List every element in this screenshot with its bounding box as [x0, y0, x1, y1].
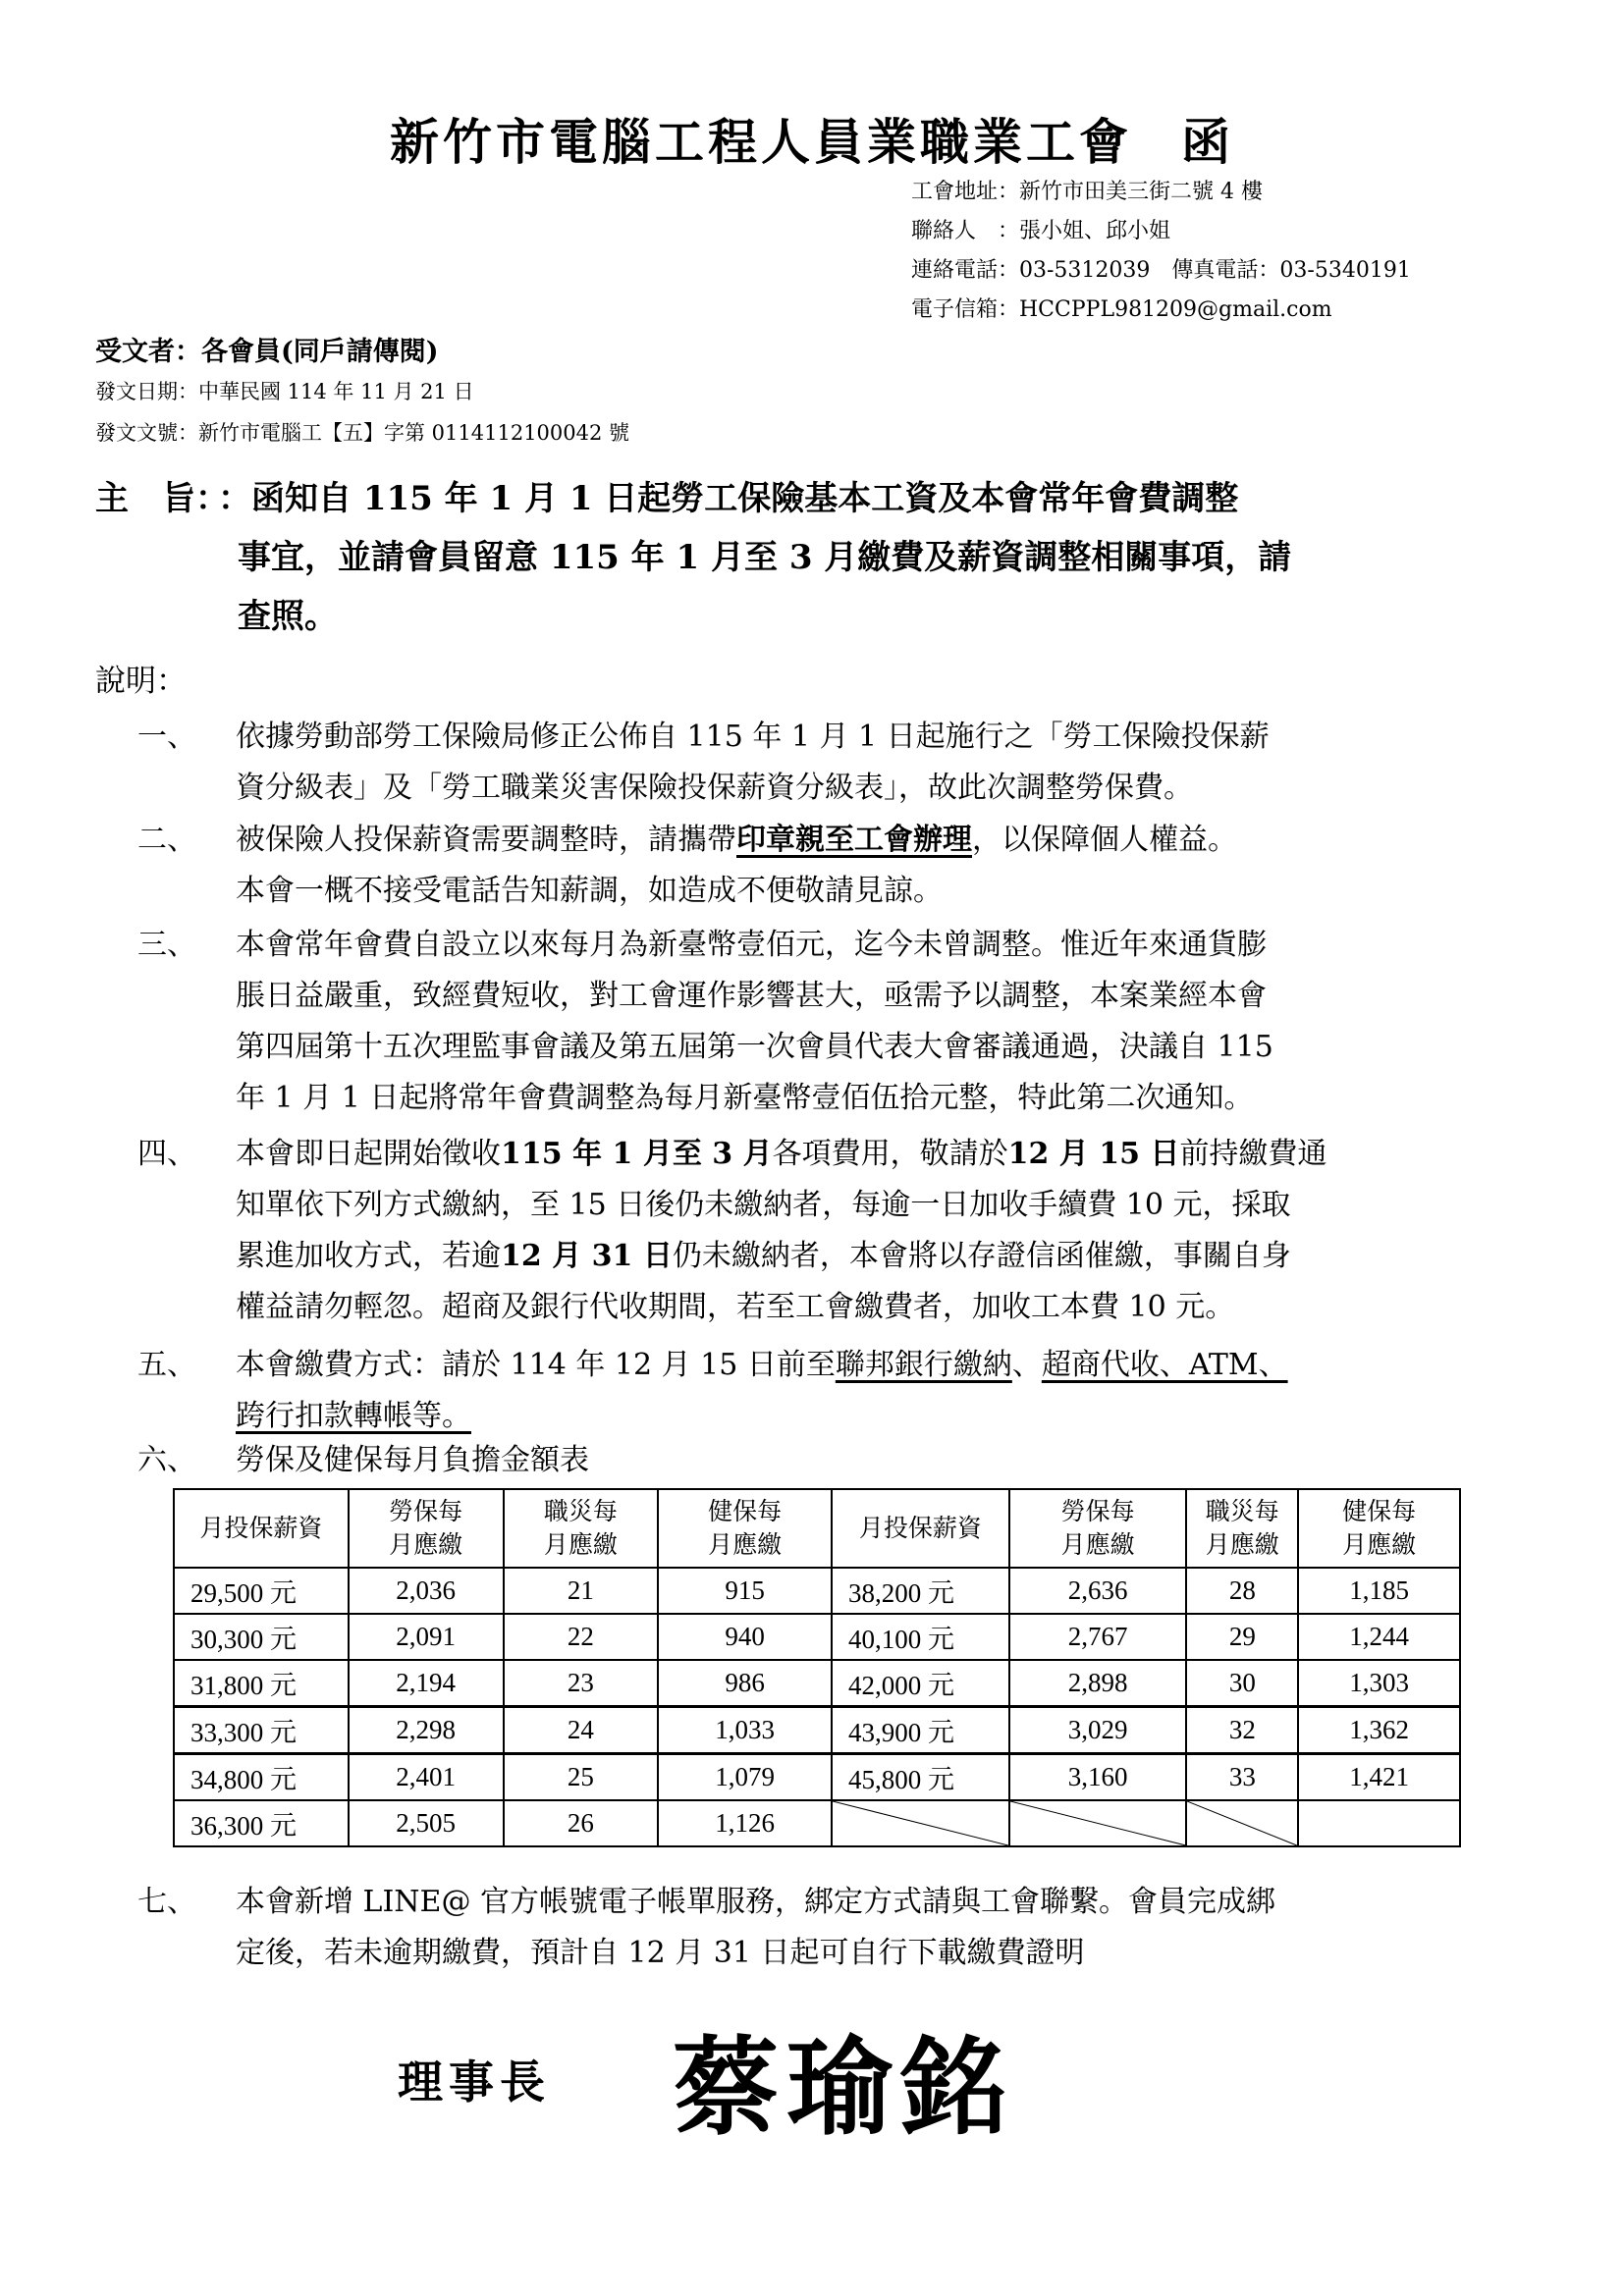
- subject-line: 查照。: [238, 597, 338, 636]
- item-line: [236, 1231, 1581, 1282]
- cell-labor: 2,036: [349, 1568, 504, 1614]
- empty-cell-slashed: [1186, 1800, 1298, 1846]
- cell-salary: 34,800 元: [174, 1754, 349, 1801]
- contact-email: 電子信箱：HCCPPL981209@gmail.com: [911, 297, 1332, 322]
- cell-labor: 2,767: [1009, 1614, 1187, 1660]
- emphasis-deadline: 12 月 15 日: [1007, 1137, 1180, 1171]
- table-row: [174, 1568, 1460, 1614]
- signatory-title: 理事長: [398, 2056, 551, 2109]
- cell-injury: 29: [1186, 1614, 1298, 1660]
- signatory-name: 蔡瑜銘: [673, 2026, 1015, 2150]
- cell-health: 1,185: [1298, 1568, 1460, 1614]
- cell-health: 1,362: [1298, 1707, 1460, 1754]
- cell-injury: 26: [504, 1800, 659, 1846]
- payment-method-bank: 聯邦銀行繳納: [835, 1348, 1012, 1382]
- item-number: 六、: [137, 1443, 196, 1477]
- cell-health: 1,421: [1298, 1754, 1460, 1801]
- item-line: 年 1 月 1 日起將常年會費調整為每月新臺幣壹佰伍拾元整，特此第二次通知。: [236, 1081, 1254, 1115]
- item-text: 累進加收方式，若逾: [236, 1239, 501, 1273]
- cell-salary: 42,000 元: [832, 1660, 1009, 1707]
- item-line: [236, 815, 1581, 866]
- cell-injury: 23: [504, 1660, 659, 1707]
- header-insured-salary: 月投保薪資: [832, 1489, 1009, 1568]
- item-number: 二、: [137, 823, 196, 857]
- item-text: 各項費用，敬請於: [772, 1137, 1008, 1171]
- cell-health: 1,303: [1298, 1660, 1460, 1707]
- cell-health: 1,126: [658, 1800, 832, 1846]
- table-row: [174, 1754, 1460, 1801]
- header-occupational-injury: 職災每 月應繳: [1186, 1489, 1298, 1568]
- contact-phone: 連絡電話：03-5312039 傳真電話：03-5340191: [911, 258, 1411, 283]
- table-row: [174, 1800, 1460, 1846]
- cell-health: 1,244: [1298, 1614, 1460, 1660]
- subject-line: 事宜，並請會員留意 115 年 1 月至 3 月繳費及薪資調整相關事項，請: [238, 538, 1292, 577]
- item-line: [236, 1129, 1581, 1180]
- item-number: 四、: [137, 1137, 196, 1171]
- item-line: 定後，若未逾期繳費，預計自 12 月 31 日起可自行下載繳費證明: [236, 1936, 1085, 1970]
- cell-salary: 45,800 元: [832, 1754, 1009, 1801]
- cell-labor: 3,160: [1009, 1754, 1187, 1801]
- item-text: 被保險人投保薪資需要調整時，請攜帶: [236, 823, 736, 857]
- cell-labor: 2,194: [349, 1660, 504, 1707]
- cell-health: 986: [658, 1660, 832, 1707]
- recipient: 受文者：各會員(同戶請傳閱): [95, 337, 439, 367]
- cell-labor: 2,298: [349, 1707, 504, 1754]
- cell-injury: 21: [504, 1568, 659, 1614]
- emphasis-in-person: 印章親至工會辦理: [736, 823, 972, 857]
- item-text: 、: [1011, 1348, 1042, 1382]
- emphasis-period: 115 年 1 月至 3 月: [501, 1137, 773, 1171]
- cell-injury: 25: [504, 1754, 659, 1801]
- cell-salary: 36,300 元: [174, 1800, 349, 1846]
- cell-injury: 28: [1186, 1568, 1298, 1614]
- item-line: 第四屆第十五次理監事會議及第五屆第一次會員代表大會審議通過，決議自 115: [236, 1030, 1273, 1064]
- payment-method-transfer: 跨行扣款轉帳等。: [236, 1399, 471, 1433]
- cell-labor: 2,636: [1009, 1568, 1187, 1614]
- item-line: 本會常年會費自設立以來每月為新臺幣壹佰元，迄今未曾調整。惟近年來通貨膨: [236, 928, 1267, 962]
- cell-health: 1,079: [658, 1754, 832, 1801]
- item-line: 依據勞動部勞工保險局修正公佈自 115 年 1 月 1 日起施行之「勞工保險投保薪: [236, 720, 1270, 754]
- cell-labor: 2,898: [1009, 1660, 1187, 1707]
- cell-injury: 22: [504, 1614, 659, 1660]
- item-line: [236, 1340, 1581, 1391]
- subject-label: 主 旨：: [95, 479, 229, 518]
- empty-cell-slashed: [832, 1800, 1009, 1846]
- subject-line: ：函知自 115 年 1 月 1 日起勞工保險基本工資及本會常年會費調整: [218, 479, 1239, 518]
- cell-health: 940: [658, 1614, 832, 1660]
- item-text: ，以保障個人權益。: [972, 823, 1237, 857]
- subject-text: [218, 469, 1593, 646]
- cell-salary: 33,300 元: [174, 1707, 349, 1754]
- table-header-row: [174, 1489, 1460, 1568]
- table-title: 勞保及健保每月負擔金額表: [236, 1443, 589, 1477]
- doc-type: 函: [1181, 113, 1234, 171]
- item-number: 七、: [137, 1885, 196, 1919]
- header-insured-salary: 月投保薪資: [174, 1489, 349, 1568]
- item-line: 知單依下列方式繳納，至 15 日後仍未繳納者，每逾一日加收手續費 10 元，採取: [236, 1188, 1291, 1222]
- cell-salary: 40,100 元: [832, 1614, 1009, 1660]
- cell-injury: 30: [1186, 1660, 1298, 1707]
- table-row: [174, 1614, 1460, 1660]
- cell-salary: 29,500 元: [174, 1568, 349, 1614]
- emphasis-final-deadline: 12 月 31 日: [501, 1239, 673, 1273]
- table-row: [174, 1660, 1460, 1707]
- document-title: [0, 103, 1624, 174]
- empty-cell-slashed: [1009, 1800, 1187, 1846]
- cell-health: 915: [658, 1568, 832, 1614]
- item-number: 三、: [137, 928, 196, 962]
- cell-salary: 31,800 元: [174, 1660, 349, 1707]
- item-text: 仍未繳納者，本會將以存證信函催繳，事關自身: [672, 1239, 1291, 1273]
- cell-labor: 2,505: [349, 1800, 504, 1846]
- contact-block: [911, 173, 1411, 330]
- cell-health: 1,033: [658, 1707, 832, 1754]
- item-text: 本會即日起開始徵收: [236, 1137, 501, 1171]
- header-labor-insurance: 勞保每 月應繳: [349, 1489, 504, 1568]
- cell-salary: 38,200 元: [832, 1568, 1009, 1614]
- cell-injury: 33: [1186, 1754, 1298, 1801]
- org-name: 新竹市電腦工程人員業職業工會: [390, 113, 1132, 171]
- item-number: 五、: [137, 1348, 196, 1382]
- cell-injury: 32: [1186, 1707, 1298, 1754]
- item-text: 本會繳費方式：請於 114 年 12 月 15 日前至: [236, 1348, 836, 1382]
- header-health-insurance: 健保每 月應繳: [1298, 1489, 1460, 1568]
- header-health-insurance: 健保每 月應繳: [658, 1489, 832, 1568]
- item-line: 資分級表」及「勞工職業災害保險投保薪資分級表」，故此次調整勞保費。: [236, 771, 1193, 805]
- item-number: 一、: [137, 720, 196, 754]
- contact-person: 聯絡人 ：張小姐、邱小姐: [911, 219, 1171, 243]
- item-line: 本會一概不接受電話告知薪調，如造成不便敬請見諒。: [236, 874, 943, 908]
- payment-method-store-atm: 超商代收、ATM、: [1041, 1348, 1288, 1382]
- explanation-label: 說明：: [95, 664, 187, 699]
- cell-labor: 2,091: [349, 1614, 504, 1660]
- item-text: 前持繳費通: [1179, 1137, 1327, 1171]
- issue-date: 發文日期：中華民國 114 年 11 月 21 日: [95, 380, 474, 403]
- item-line: 權益請勿輕忽。超商及銀行代收期間，若至工會繳費者，加收工本費 10 元。: [236, 1290, 1235, 1324]
- empty-cell: [1298, 1800, 1460, 1846]
- header-labor-insurance: 勞保每 月應繳: [1009, 1489, 1187, 1568]
- doc-number: 發文文號：新竹市電腦工【五】字第 0114112100042 號: [95, 421, 630, 445]
- fee-table: [173, 1488, 1461, 1847]
- cell-salary: 30,300 元: [174, 1614, 349, 1660]
- table-row: [174, 1707, 1460, 1754]
- cell-labor: 3,029: [1009, 1707, 1187, 1754]
- item-line: 脹日益嚴重，致經費短收，對工會運作影響甚大，亟需予以調整，本案業經本會: [236, 979, 1267, 1013]
- cell-injury: 24: [504, 1707, 659, 1754]
- contact-address: 工會地址：新竹市田美三街二號 4 樓: [911, 180, 1263, 204]
- header-occupational-injury: 職災每 月應繳: [504, 1489, 659, 1568]
- item-line: 本會新增 LINE@ 官方帳號電子帳單服務，綁定方式請與工會聯繫。會員完成綁: [236, 1885, 1275, 1919]
- cell-salary: 43,900 元: [832, 1707, 1009, 1754]
- cell-labor: 2,401: [349, 1754, 504, 1801]
